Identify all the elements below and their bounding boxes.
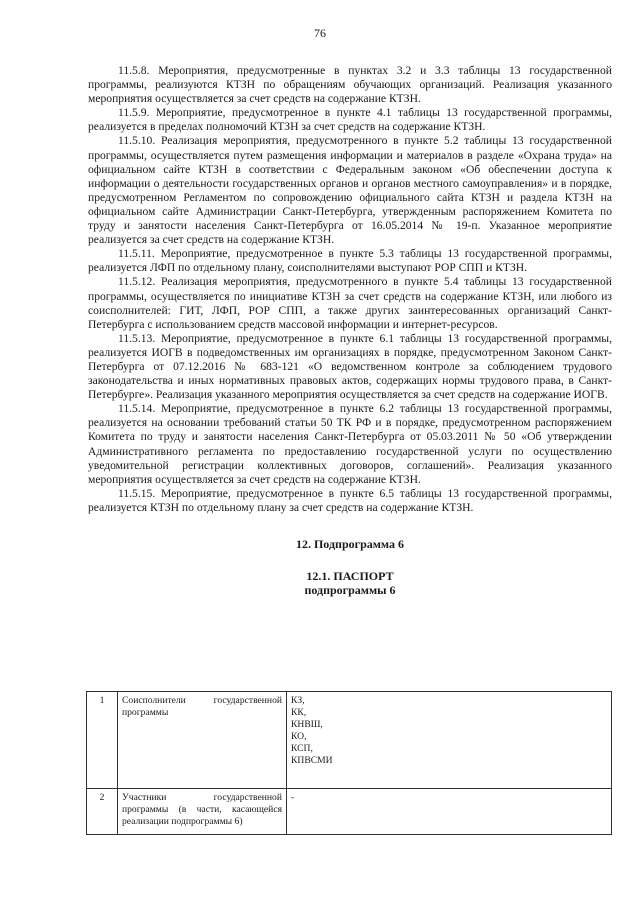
row-number: 1 — [87, 692, 118, 789]
table-row — [87, 692, 612, 789]
subprogram-heading: 12. Подпрограмма 6 — [295, 537, 405, 551]
paragraph-11-5-10: 11.5.10. Реализация мероприятия, предусмотренного в пункте 5.2 таблицы 13 государственной программы, осуществляется путем размещения информации и материалов в разделе «Охрана труда» на официальном сайте КТЗН в соответствии с Федеральным законом «Об обеспечении доступа к информации о деятельности государственных органов и органов местного самоуправления» и в порядке, предусмотренном Регламентом по сопровождению официального сайта КТЗН и раздела КТЗН на официальном сайте Администрации Санкт-Петербурга, утвержденным распоряжением Комитета по труду и занятости населения Санкт-Петербурга от 16.05.2014 № 19-п. Указанное мероприятие реализуется за счет средств на содержание КТЗН. — [88, 134, 612, 247]
page-number: 76 — [314, 26, 326, 40]
value-item: КО, — [291, 731, 307, 742]
paragraph-11-5-11: 11.5.11. Мероприятие, предусмотренное в пункте 5.3 таблицы 13 государственной программы, реализуется ЛФП по отдельному плану, соисполнителями выступают РОР СПП и КТЗН. — [88, 247, 612, 275]
value-item: КСП, — [291, 743, 313, 754]
value-item: КПВСМИ — [291, 755, 333, 766]
row-number: 2 — [87, 789, 118, 835]
paragraph-11-5-15: 11.5.15. Мероприятие, предусмотренное в пункте 6.5 таблицы 13 государственной программы, реализуется КТЗН по отдельному плану за счет средств на содержание КТЗН. — [88, 486, 612, 514]
row-value — [287, 789, 612, 835]
passport-title: 12.1. ПАСПОРТ — [306, 569, 394, 584]
passport-heading — [88, 569, 612, 597]
paragraph-11-5-8: 11.5.8. Мероприятия, предусмотренные в пунктах 3.2 и 3.3 таблицы 13 государственной программы, реализуются КТЗН по обращениям обучающих организаций. Реализация указанного мероприятия осуществляется за счет средств на содержание КТЗН. — [88, 64, 612, 106]
value-item: - — [291, 792, 295, 803]
paragraph-11-5-12: 11.5.12. Реализация мероприятия, предусмотренного в пункте 5.4 таблицы 13 государственной программы, осуществляется по инициативе КТЗН за счет средств на содержание КТЗН, или любого из соисполнителей: ГИТ, ЛФП, РОР СПП, а также других заинтересованных организаций Санкт-Петербурга с использованием средств массовой информации и интернет-ресурсов. — [88, 275, 612, 331]
table-row — [87, 789, 612, 835]
paragraph-11-5-13: 11.5.13. Мероприятие, предусмотренное в пункте 6.1 таблицы 13 государственной программы, реализуется ИОГВ в подведомственных им организациях в порядке, предусмотренном Законом Санкт-Петербурга от 07.12.2016 № 683-121 «О ведомственном контроле за соблюдением трудового законодательства и иных нормативных правовых актов, содержащих нормы трудового права, в Санкт-Петербурге». Реализация указанного мероприятия осуществляется за счет средств на содержание ИОГВ. — [88, 331, 612, 402]
paragraph-11-5-9: 11.5.9. Мероприятие, предусмотренное в пункте 4.1 таблицы 13 государственной программы, реализуется в пределах полномочий КТЗН за счет средств на содержание КТЗН. — [88, 106, 612, 134]
passport-table — [86, 691, 612, 835]
value-item: КК, — [291, 707, 307, 718]
row-label: Участники государственной программы (в части, касающейся реализации подпрограммы 6) — [118, 789, 287, 835]
document-body — [88, 64, 612, 597]
passport-subtitle: подпрограммы 6 — [304, 583, 396, 598]
paragraph-11-5-14: 11.5.14. Мероприятие, предусмотренное в пункте 6.2 таблицы 13 государственной программы, реализуется на основании требований статьи 50 ТК РФ и в порядке, предусмотренном распоряжением Комитета по труду и занятости населения Санкт-Петербурга от 05.03.2011 № 50 «Об утверждении Административного регламента по предоставлению государственной услуги по осуществлению уведомительной регистрации коллективных договоров, соглашений». Реализация указанного мероприятия осуществляется за счет средств на содержание КТЗН. — [88, 402, 612, 486]
row-label: Соисполнители государственной программы — [118, 692, 287, 789]
row-value — [287, 692, 612, 789]
value-item: КЗ, — [291, 695, 305, 706]
value-item: КНВШ, — [291, 719, 323, 730]
